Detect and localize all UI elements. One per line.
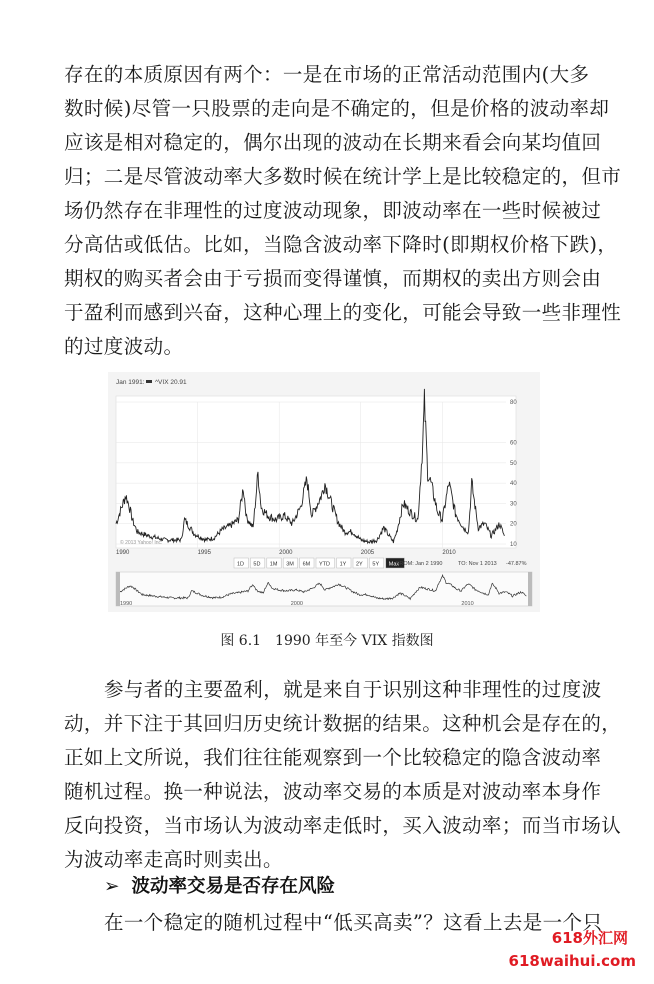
paragraph-1 bbox=[64, 58, 622, 364]
text-line: 数时候)尽管一只股票的走向是不确定的，但是价格的波动率却 bbox=[64, 97, 610, 120]
navigator-tick-label: 2000 bbox=[290, 601, 303, 607]
range-button-label: YTD bbox=[319, 561, 330, 568]
copyright-text: © 2013 Yahoo! Inc. bbox=[120, 540, 163, 546]
text-line: 分高估或低估。比如，当隐含波动率下降时(即期权价格下跌)， bbox=[64, 233, 618, 256]
text-line: 期权的购买者会由于亏损而变得谨慎，而期权的卖出方则会由 bbox=[64, 267, 602, 290]
watermark-line-1: 618外汇网 bbox=[551, 929, 628, 947]
y-tick-label: 50 bbox=[510, 460, 517, 467]
y-tick-label: 60 bbox=[510, 440, 517, 447]
section-heading bbox=[104, 872, 335, 898]
legend-swatch bbox=[146, 380, 152, 383]
range-button-label: 3M bbox=[286, 561, 294, 568]
range-button-label: 1M bbox=[269, 561, 278, 568]
text-line: 随机过程。换一种说法，波动率交易的本质是对波动率本身作 bbox=[64, 780, 602, 803]
to-label: TO: Nov 1 2013 bbox=[458, 561, 497, 567]
legend-date: Jan 1991: bbox=[116, 379, 145, 386]
paragraph-3 bbox=[64, 906, 603, 940]
x-tick-label: 2000 bbox=[279, 550, 293, 556]
y-tick-label: 20 bbox=[510, 521, 517, 528]
vix-chart-figure bbox=[108, 372, 540, 612]
y-tick-label: 80 bbox=[510, 400, 517, 406]
navigator-right-handle[interactable] bbox=[528, 572, 532, 606]
text-line: 存在的本质原因有两个：一是在市场的正常活动范围内(大多 bbox=[64, 63, 590, 86]
vix-chart bbox=[108, 372, 540, 612]
y-tick-label: 30 bbox=[510, 501, 517, 508]
range-button-label: 1Y bbox=[339, 561, 347, 568]
text-line: 正如上文所说，我们往往能观察到一个比较稳定的隐含波动率 bbox=[64, 746, 602, 769]
y-tick-label: 40 bbox=[510, 481, 517, 488]
range-button-label: 5Y bbox=[372, 561, 380, 568]
y-tick-label: 10 bbox=[510, 542, 517, 548]
range-button-label: Max bbox=[388, 561, 400, 568]
paragraph-2 bbox=[64, 673, 622, 877]
x-tick-label: 1990 bbox=[116, 550, 130, 556]
text-line: 应该是相对稳定的，偶尔出现的波动在长期来看会向某均值回 bbox=[64, 131, 602, 154]
x-tick-label: 1995 bbox=[197, 550, 211, 556]
text-line: 的过度波动。 bbox=[64, 335, 184, 358]
text-line: 场仍然存在非理性的过度波动现象，即波动率在一些时候被过 bbox=[64, 199, 602, 222]
text-line: 在一个稳定的随机过程中“低买高卖”？这看上去是一个只 bbox=[104, 911, 603, 934]
range-button-label: 5D bbox=[253, 561, 261, 568]
x-tick-label: 2005 bbox=[360, 550, 375, 556]
navigator-tick-label: 1990 bbox=[120, 601, 133, 607]
watermark-line-2: 618waihui.com bbox=[508, 952, 636, 970]
range-button-label: 2Y bbox=[356, 561, 363, 568]
text-line: 于盈利而感到兴奋，这种心理上的变化，可能会导致一些非理性 bbox=[64, 301, 622, 324]
text-line: 为波动率走高时则卖出。 bbox=[64, 848, 283, 871]
range-button-label: 6M bbox=[302, 561, 311, 568]
figure-caption: 图 6.1 1990 年至今 VIX 指数图 bbox=[220, 633, 434, 649]
section-heading-text: 波动率交易是否存在风险 bbox=[131, 876, 336, 897]
legend-series: ^VIX 20.91 bbox=[155, 379, 187, 386]
text-line: 归；二是尽管波动率大多数时候在统计学上是比较稳定的，但市 bbox=[64, 165, 622, 188]
change-label: -47.87% bbox=[506, 561, 527, 567]
x-tick-label: 2010 bbox=[442, 550, 456, 556]
text-line: 参与者的主要盈利，就是来自于识别这种非理性的过度波 bbox=[104, 678, 602, 701]
range-toolbar bbox=[234, 558, 404, 568]
text-line: 反向投资，当市场认为波动率走低时，买入波动率；而当市场认 bbox=[64, 814, 622, 837]
navigator-tick-label: 2010 bbox=[461, 601, 474, 607]
from-label: FROM: Jan 2 1990 bbox=[396, 561, 443, 567]
arrow-bullet-icon: ➢ bbox=[104, 876, 120, 897]
text-line: 动，并下注于其回归历史统计数据的结果。这种机会是存在的， bbox=[64, 712, 622, 735]
range-button-label: 1D bbox=[237, 561, 245, 568]
